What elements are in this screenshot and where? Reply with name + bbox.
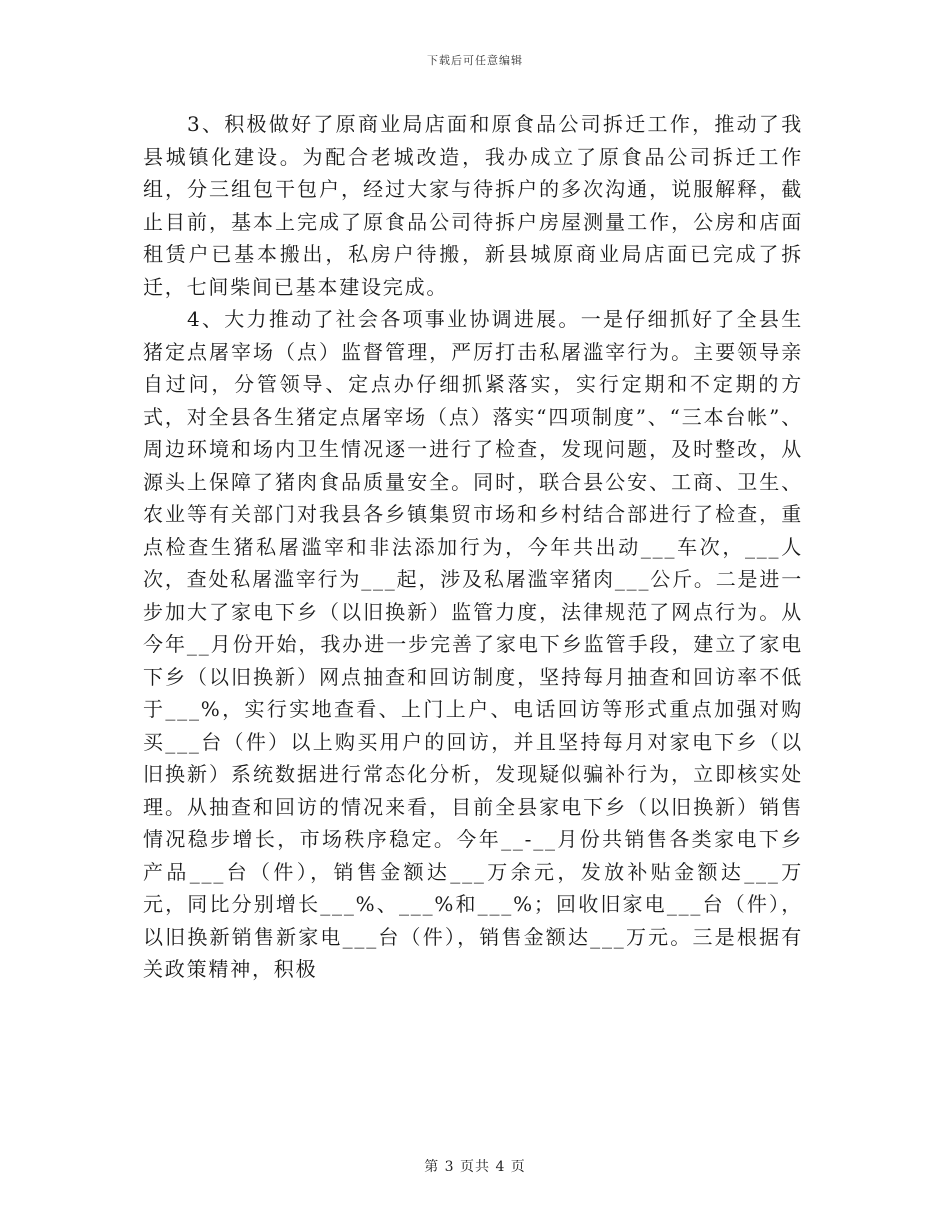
- page-number-footer: 第 3 页共 4 页: [424, 1159, 526, 1175]
- paragraph-4: 4、大力推动了社会各项事业协调进展。一是仔细抓好了全县生猪定点屠宰场（点）监督管理，严厉打击私屠滥宰行为。主要领导亲自过问，分管领导、定点办仔细抓紧落实，实行定期和不定期的方式，对全县各生猪定点屠宰场（点）落实“四项制度”、“三本台帐”、周边环境和场内卫生情况逐一进行了检查，发现问题，及时整改，从源头上保障了猪肉食品质量安全。同时，联合县公安、工商、卫生、农业等有关部门对我县各乡镇集贸市场和乡村结合部进行了检查，重点检查生猪私屠滥宰和非法添加行为，今年共出动___车次，___人次，查处私屠滥宰行为___起，涉及私屠滥宰猪肉___公斤。二是进一步加大了家电下乡（以旧换新）监管力度，法律规范了网点行为。从今年__月份开始，我办进一步完善了家电下乡监管手段，建立了家电下乡（以旧换新）网点抽查和回访制度，坚持每月抽查和回访率不低于___%，实行实地查看、上门上户、电话回访等形式重点加强对购买___台（件）以上购买用户的回访，并且坚持每月对家电下乡（以旧换新）系统数据进行常态化分析，发现疑似骗补行为，立即核实处理。从抽查和回访的情况来看，目前全县家电下乡（以旧换新）销售情况稳步增长，市场秩序稳定。今年__-__月份共销售各类家电下乡产品___台（件），销售金额达___万余元，发放补贴金额达___万元，同比分别增长___%、___%和___%；回收旧家电___台（件），以旧换新销售新家电___台（件），销售金额达___万元。三是根据有关政策精神，积极: [143, 307, 803, 981]
- paragraph-3: 3、积极做好了原商业局店面和原食品公司拆迁工作，推动了我县城镇化建设。为配合老城改造，我办成立了原食品公司拆迁工作组，分三组包干包户，经过大家与待拆户的多次沟通，说服解释，截止目前，基本上完成了原食品公司待拆户房屋测量工作，公房和店面租赁户已基本搬出，私房户待搬，新县城原商业局店面已完成了拆迁，七间柴间已基本建设完成。: [143, 112, 803, 299]
- page-header: 下载后可任意编辑: [427, 54, 523, 67]
- document-body: [143, 108, 803, 986]
